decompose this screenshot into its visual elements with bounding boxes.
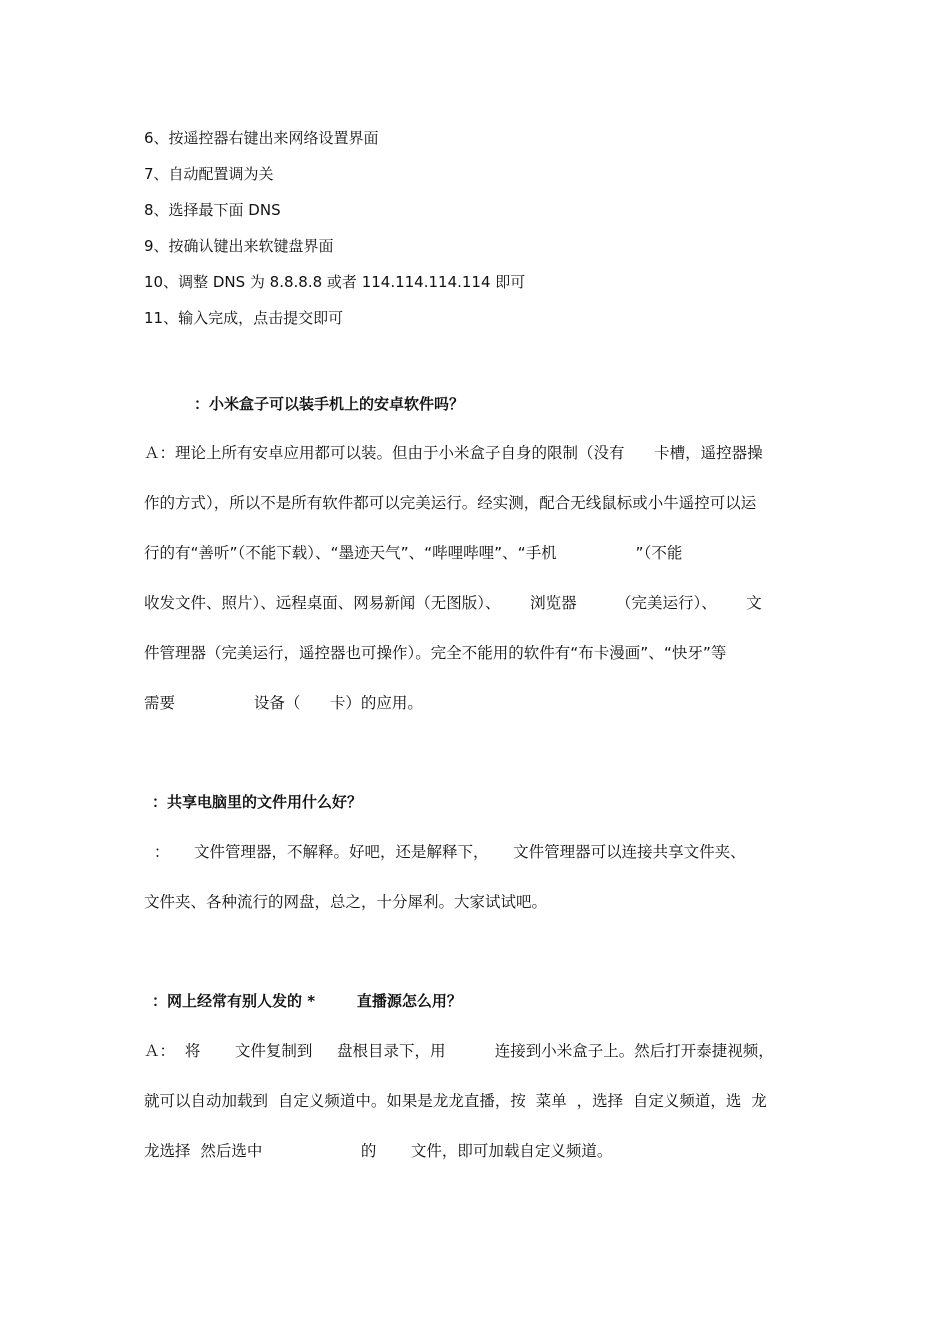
- step-10: 10、调整 DNS 为 8.8.8.8 或者 114.114.114.114 即可: [144, 273, 526, 291]
- answer-2-line-1: ： 文件管理器，不解释。好吧，还是解释下， 文件管理器可以连接共享文件夹、: [144, 843, 746, 861]
- step-7: 7、自动配置调为关: [144, 165, 274, 183]
- step-8: 8、选择最下面 DNS: [144, 201, 281, 219]
- answer-1-line-1: Ａ：理论上所有安卓应用都可以装。但由于小米盒子自身的限制（没有 卡槽，遥控器操: [144, 444, 763, 462]
- answer-1-line-2: 作的方式），所以不是所有软件都可以完美运行。经实测，配合无线鼠标或小牛遥控可以运: [144, 494, 757, 512]
- answer-1-line-6: 需要 设备（ 卡）的应用。: [144, 694, 423, 712]
- question-3: ：网上经常有别人发的 * 直播源怎么用？: [152, 992, 462, 1010]
- answer-1-line-5: 件管理器（完美运行，遥控器也可操作）。完全不能用的软件有“布卡漫画”、“快牙”等: [144, 644, 727, 662]
- step-6: 6、按遥控器右键出来网络设置界面: [144, 129, 379, 147]
- question-1: ：小米盒子可以装手机上的安卓软件吗？: [194, 395, 465, 413]
- answer-1-line-4: 收发文件、照片）、远程桌面、网易新闻（无图版）、 浏览器 （完美运行）、 文: [144, 594, 762, 612]
- answer-2-line-2: 文件夹、各种流行的网盘，总之，十分犀利。大家试试吧。: [144, 893, 548, 911]
- answer-3-line-1: Ａ： 将 文件复制到 盘根目录下，用 连接到小米盒子上。然后打开泰捷视频，: [144, 1042, 774, 1060]
- step-11: 11、输入完成，点击提交即可: [144, 309, 344, 327]
- question-2: ：共享电脑里的文件用什么好？: [152, 793, 363, 811]
- step-9: 9、按确认键出来软键盘界面: [144, 237, 334, 255]
- answer-3-line-3: 龙选择 然后选中 的 文件，即可加载自定义频道。: [144, 1142, 613, 1160]
- answer-3-line-2: 就可以自动加载到 自定义频道中。如果是龙龙直播，按 菜单 ，选择 自定义频道，选 龙: [144, 1092, 767, 1110]
- answer-1-line-3: 行的有“善听”（不能下载）、“墨迹天气”、“哔哩哔哩”、“手机 ”（不能: [144, 544, 683, 562]
